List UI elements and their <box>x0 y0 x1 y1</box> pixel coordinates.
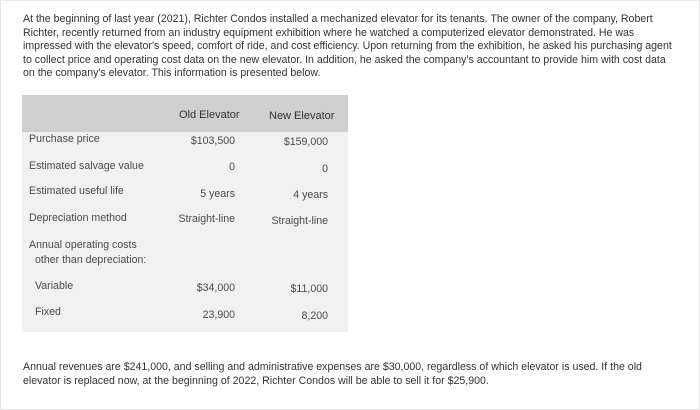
old-elevator-header: Old Elevator <box>179 109 240 121</box>
variable-cost-label: Variable <box>35 280 74 292</box>
salvage-value-label: Estimated salvage value <box>29 160 144 172</box>
fixed-cost-label: Fixed <box>35 306 61 318</box>
useful-life-label: Estimated useful life <box>29 185 124 197</box>
depreciation-method-new: Straight-line <box>271 215 328 227</box>
fixed-cost-old: 23,900 <box>202 309 235 321</box>
variable-cost-old: $34,000 <box>196 282 235 294</box>
salvage-value-old: 0 <box>229 161 235 173</box>
fixed-cost-new: 8,200 <box>301 310 328 322</box>
depreciation-method-old: Straight-line <box>178 213 235 225</box>
salvage-value-new: 0 <box>322 163 328 175</box>
depreciation-method-label: Depreciation method <box>29 212 127 224</box>
purchase-price-new: $159,000 <box>283 136 328 148</box>
new-elevator-header: New Elevator <box>269 110 335 122</box>
operating-costs-sublabel: other than depreciation: <box>35 254 147 266</box>
variable-cost-new: $11,000 <box>290 283 328 295</box>
intro-paragraph: At the beginning of last year (2021), Richter Condos installed a mechanized elevator for its tenants. The owner of the company, Robert Richter, recently returned from an industry equipment exhibition where he watched a computerized elevator demonstrated. He was impressed with the elevator's speed, comfort of ride, and cost efficiency. Upon returning from the exhibition, he asked his purchasing agent to collect price and operating cost data on the new elevator. In addition, he asked the company's accountant to provide him with cost data on the company's elevator. This information is presented below. <box>23 13 672 80</box>
useful-life-old: 5 years <box>200 188 235 200</box>
useful-life-new: 4 years <box>293 189 328 201</box>
purchase-price-old: $103,500 <box>190 135 235 147</box>
operating-costs-label: Annual operating costs <box>29 239 137 251</box>
purchase-price-label: Purchase price <box>29 133 100 145</box>
outro-paragraph: Annual revenues are $241,000, and selling and administrative expenses are $30,000, regardless of which elevator is used. If the old elevator is replaced now, at the beginning of 2022, Richter Condos will be able to sell it for $25,900. <box>23 361 642 387</box>
